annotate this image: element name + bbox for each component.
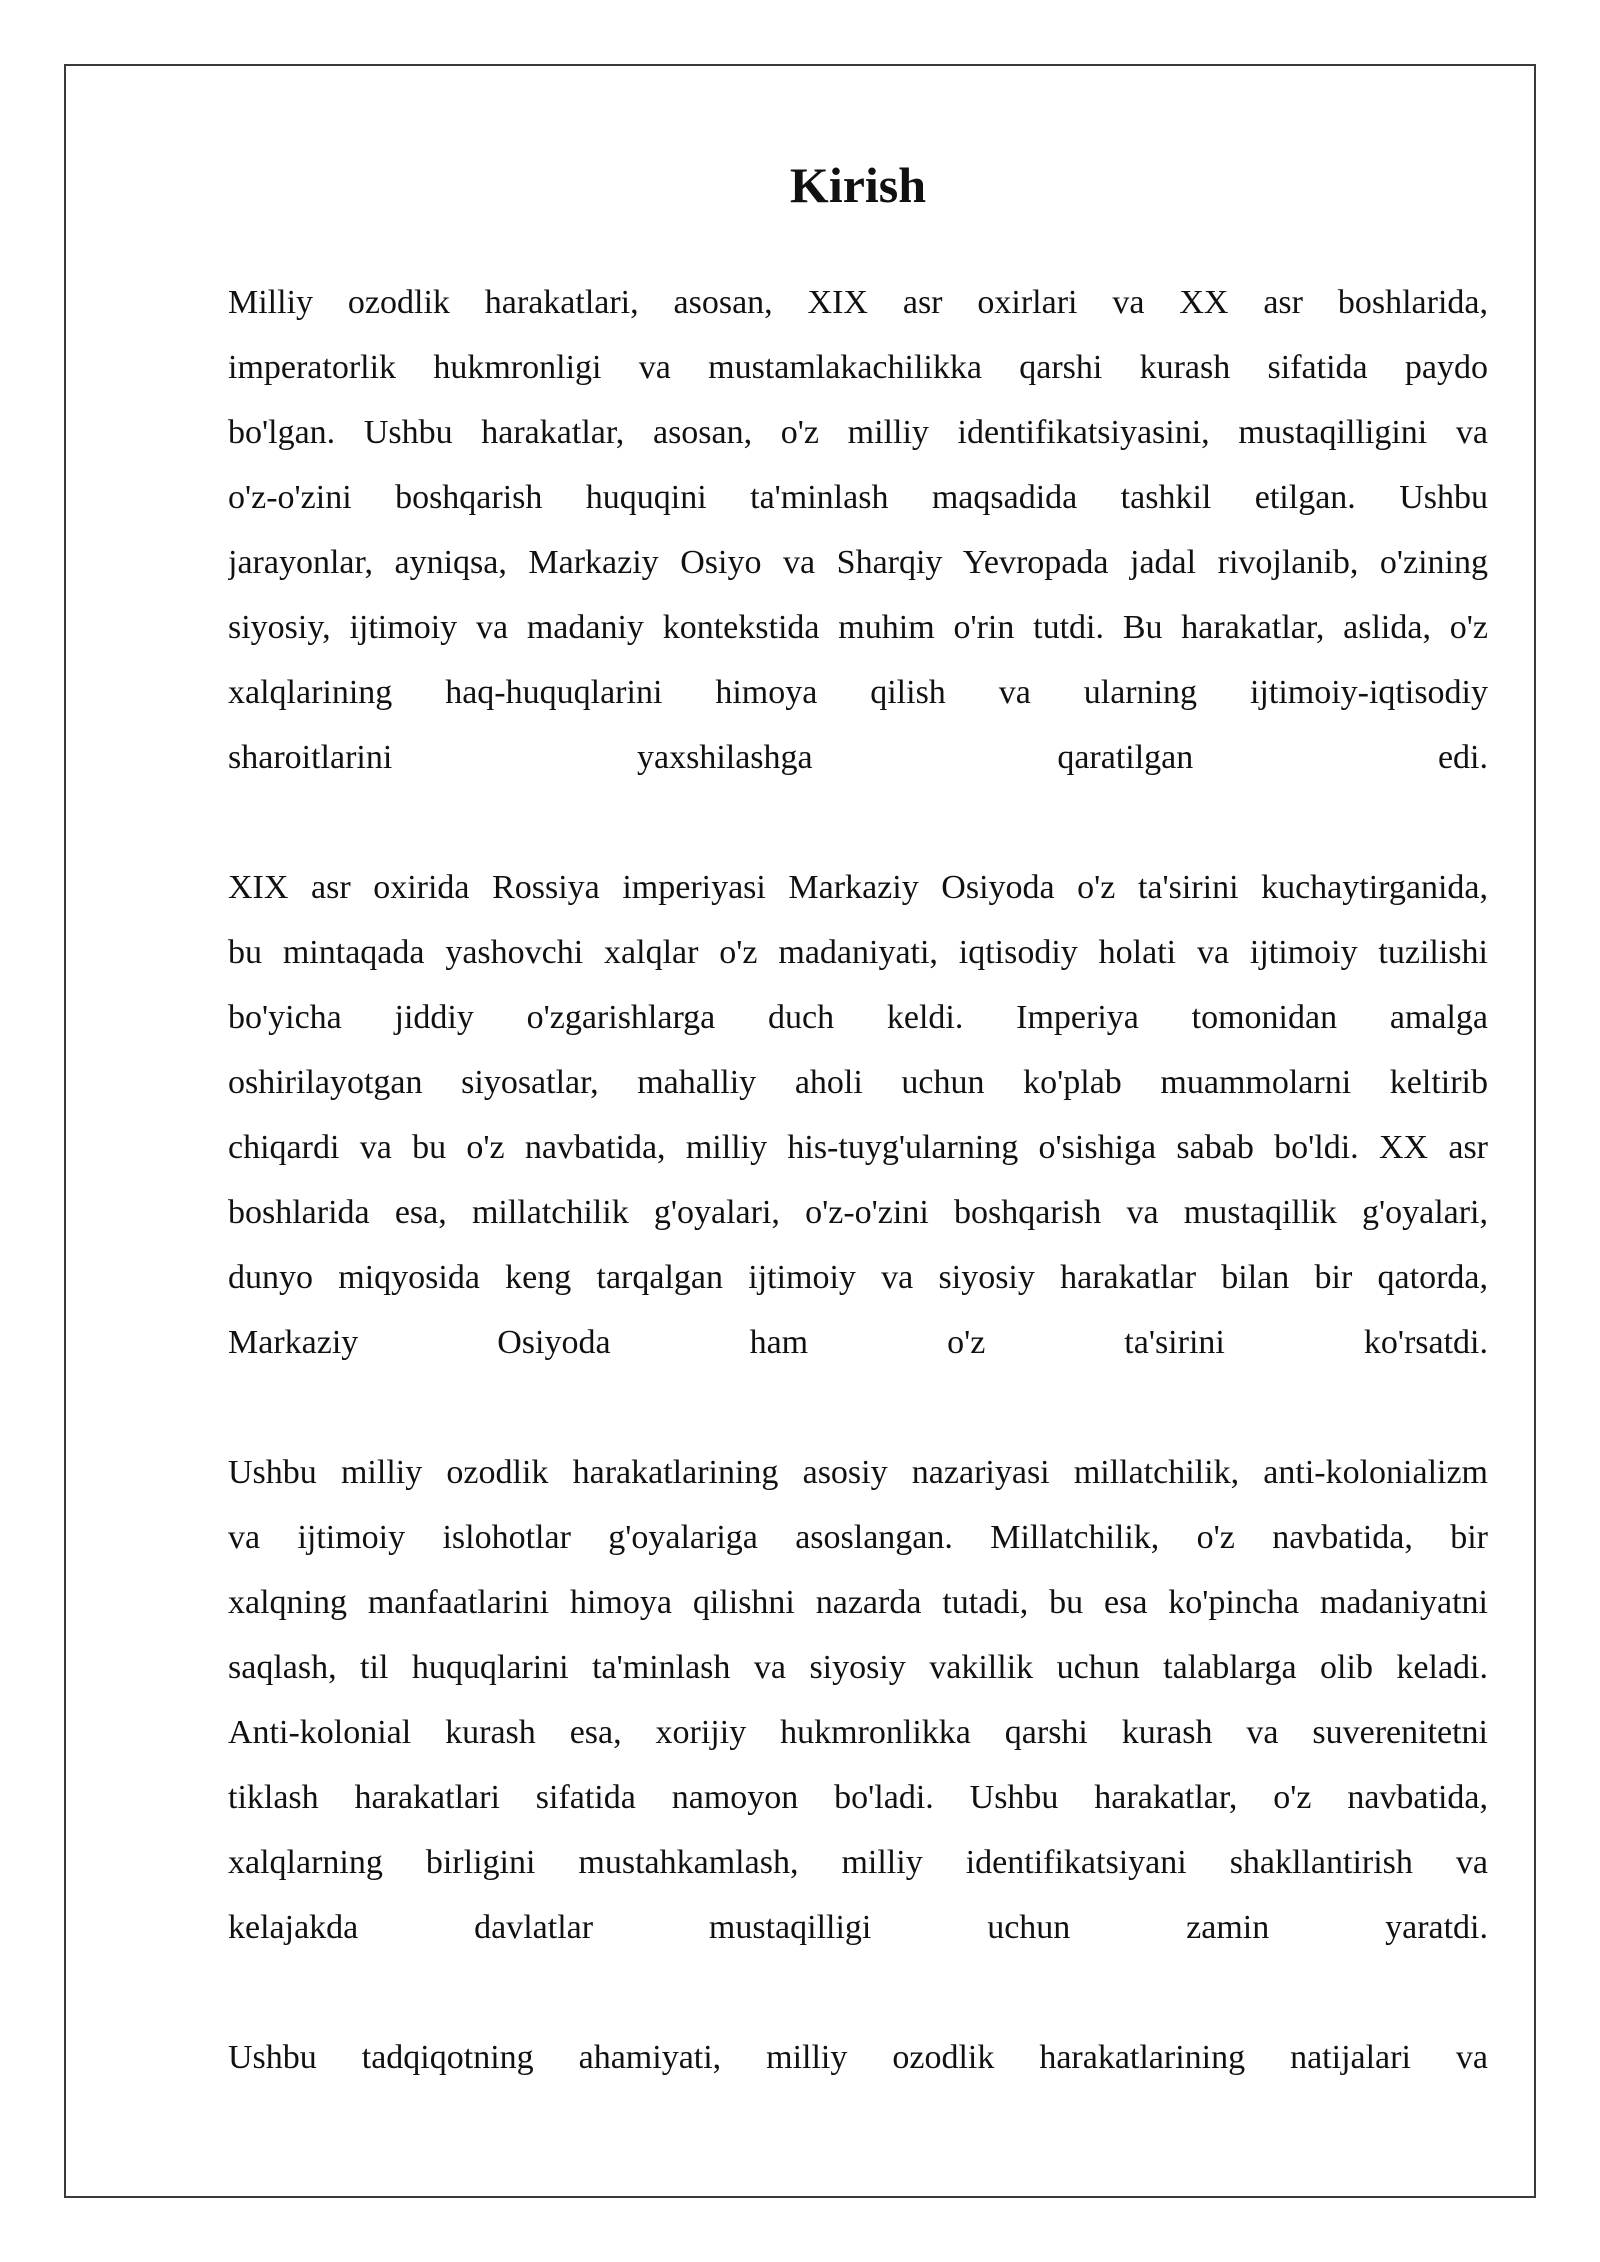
paragraph-line: boshlarida esa, millatchilik g'oyalari, o'z-o'zini boshqarish va mustaqillik g'oyalari, (228, 1194, 1488, 1231)
paragraph-line: o'z-o'zini boshqarish huquqini ta'minlash maqsadida tashkil etilgan. Ushbu (228, 479, 1488, 516)
paragraph-line: dunyo miqyosida keng tarqalgan ijtimoiy va siyosiy harakatlar bilan bir qatorda, (228, 1259, 1488, 1296)
paragraph-line: jarayonlar, ayniqsa, Markaziy Osiyo va Sharqiy Yevropada jadal rivojlanib, o'zining (228, 544, 1488, 581)
paragraph-line: tiklash harakatlari sifatida namoyon bo'ladi. Ushbu harakatlar, o'z navbatida, (228, 1779, 1488, 1816)
paragraph-line: bo'yicha jiddiy o'zgarishlarga duch keldi. Imperiya tomonidan amalga (228, 999, 1488, 1036)
paragraph-line: Milliy ozodlik harakatlari, asosan, XIX asr oxirlari va XX asr boshlarida, (228, 284, 1488, 321)
paragraph-line: xalqlarning birligini mustahkamlash, milliy identifikatsiyani shakllantirish va (228, 1844, 1488, 1881)
paragraph (228, 270, 1488, 790)
paragraph-line: imperatorlik hukmronligi va mustamlakachilikka qarshi kurash sifatida paydo (228, 349, 1488, 386)
paragraph (228, 2025, 1488, 2090)
paragraph-line: bo'lgan. Ushbu harakatlar, asosan, o'z milliy identifikatsiyasini, mustaqilligini va (228, 414, 1488, 451)
paragraph-line: va ijtimoiy islohotlar g'oyalariga asoslangan. Millatchilik, o'z navbatida, bir (228, 1519, 1488, 1556)
document-body (228, 150, 1488, 2155)
paragraph-line: bu mintaqada yashovchi xalqlar o'z madaniyati, iqtisodiy holati va ijtimoiy tuzilishi (228, 934, 1488, 971)
paragraph-line: Markaziy Osiyoda ham o'z ta'sirini ko'rsatdi. (228, 1324, 1488, 1361)
paragraph-line: saqlash, til huquqlarini ta'minlash va siyosiy vakillik uchun talablarga olib keladi. (228, 1649, 1488, 1686)
paragraph (228, 1440, 1488, 1960)
paragraph-line: sharoitlarini yaxshilashga qaratilgan edi. (228, 739, 1488, 776)
paragraph-line: Ushbu tadqiqotning ahamiyati, milliy ozodlik harakatlarining natijalari va (228, 2039, 1488, 2076)
paragraph-line: Anti-kolonial kurash esa, xorijiy hukmronlikka qarshi kurash va suverenitetni (228, 1714, 1488, 1751)
paragraph-line: chiqardi va bu o'z navbatida, milliy his-tuyg'ularning o'sishiga sabab bo'ldi. XX asr (228, 1129, 1488, 1166)
paragraph-line: kelajakda davlatlar mustaqilligi uchun zamin yaratdi. (228, 1909, 1488, 1946)
paragraph-line: oshirilayotgan siyosatlar, mahalliy aholi uchun ko'plab muammolarni keltirib (228, 1064, 1488, 1101)
paragraph-list (228, 270, 1488, 2090)
paragraph-line: siyosiy, ijtimoiy va madaniy kontekstida muhim o'rin tutdi. Bu harakatlar, aslida, o'z (228, 609, 1488, 646)
paragraph-line: XIX asr oxirida Rossiya imperiyasi Markaziy Osiyoda o'z ta'sirini kuchaytirganida, (228, 869, 1488, 906)
paragraph-line: xalqning manfaatlarini himoya qilishni nazarda tutadi, bu esa ko'pincha madaniyatni (228, 1584, 1488, 1621)
paragraph (228, 855, 1488, 1375)
document-title: Kirish (789, 157, 927, 213)
paragraph-line: Ushbu milliy ozodlik harakatlarining asosiy nazariyasi millatchilik, anti-kolonializm (228, 1454, 1488, 1491)
paragraph-line: xalqlarining haq-huquqlarini himoya qilish va ularning ijtimoiy-iqtisodiy (228, 674, 1488, 711)
